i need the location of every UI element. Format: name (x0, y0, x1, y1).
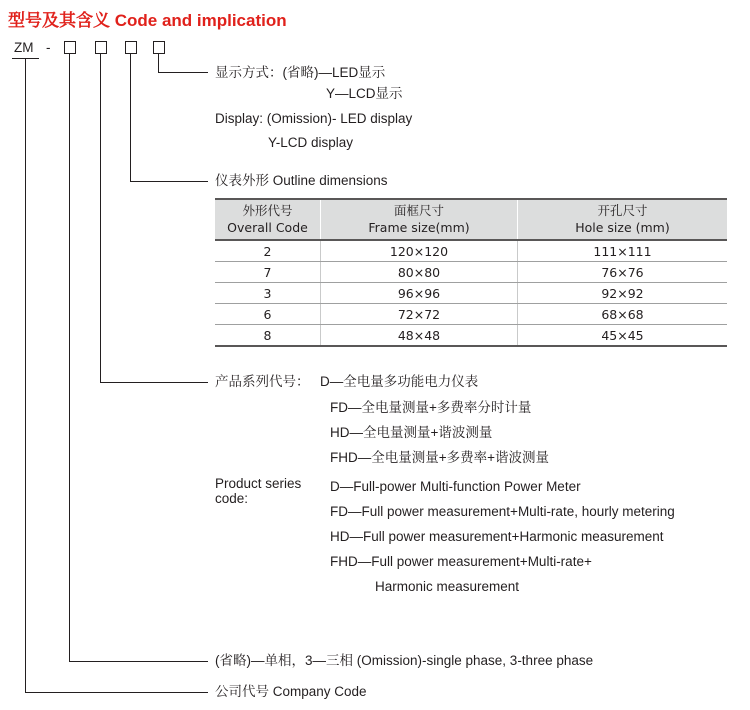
frame-size-cell: 120×120 (321, 240, 518, 262)
hole-size-cell: 76×76 (518, 262, 728, 283)
display-cn-line1: 显示方式：(省略)—LED显示 (215, 65, 386, 80)
hole-size-cell: 68×68 (518, 304, 728, 325)
connector-outline (131, 54, 209, 182)
series-en-item-fd: FD—Full power measurement+Multi-rate, hourly metering (330, 504, 675, 519)
table-row (215, 325, 727, 347)
connector-series (101, 54, 209, 383)
series-cn-item-fhd: FHD—全电量测量+多费率+谐波测量 (330, 450, 550, 465)
series-en-label-line1: Product series (215, 476, 302, 491)
display-cn-line2: Y—LCD显示 (326, 86, 403, 101)
series-en-item-d: D—Full-power Multi-function Power Meter (330, 479, 581, 494)
series-en-label-line2: code: (215, 491, 249, 506)
series-cn-label: 产品系列代号： (215, 374, 310, 389)
series-en-item-fhd-cont: Harmonic measurement (375, 579, 520, 594)
hole-size-cell: 111×111 (518, 240, 728, 262)
overall-code-cell: 3 (215, 283, 321, 304)
frame-size-cell: 72×72 (321, 304, 518, 325)
table-row (215, 240, 727, 262)
series-cn-item-fd: FD—全电量测量+多费率分时计量 (330, 400, 532, 415)
outline-label: 仪表外形 Outline dimensions (215, 173, 388, 188)
header-overall-code: 外形代号 Overall Code (215, 199, 321, 240)
header-hole-size: 开孔尺寸 Hole size (mm) (518, 199, 728, 240)
connector-phase (70, 54, 209, 662)
display-en-line2: Y-LCD display (268, 135, 354, 150)
overall-code-cell: 2 (215, 240, 321, 262)
model-dash: - (46, 40, 51, 55)
model-prefix: ZM (14, 40, 34, 55)
series-en-item-hd: HD—Full power measurement+Harmonic measurement (330, 529, 664, 544)
frame-size-cell: 96×96 (321, 283, 518, 304)
page-title: 型号及其含义 Code and implication (8, 11, 287, 30)
outline-table (215, 198, 727, 347)
overall-code-cell: 7 (215, 262, 321, 283)
connector-company (26, 58, 209, 693)
frame-size-cell: 80×80 (321, 262, 518, 283)
frame-size-cell: 48×48 (321, 325, 518, 347)
series-cn-item-hd: HD—全电量测量+谐波测量 (330, 425, 493, 440)
table-row (215, 304, 727, 325)
table-row (215, 262, 727, 283)
connector-display (159, 54, 209, 73)
series-en-item-fhd: FHD—Full power measurement+Multi-rate+ (330, 554, 592, 569)
hole-size-cell: 92×92 (518, 283, 728, 304)
display-en-line1: Display: (Omission)- LED display (215, 111, 413, 126)
series-cn-item-d: D—全电量多功能电力仪表 (320, 374, 479, 389)
company-code-label: 公司代号 Company Code (215, 684, 367, 699)
overall-code-cell: 8 (215, 325, 321, 347)
hole-size-cell: 45×45 (518, 325, 728, 347)
header-frame-size: 面框尺寸 Frame size(mm) (321, 199, 518, 240)
phase-description: (省略)—单相，3—三相 (Omission)-single phase, 3-three phase (215, 653, 594, 668)
overall-code-cell: 6 (215, 304, 321, 325)
table-row (215, 283, 727, 304)
